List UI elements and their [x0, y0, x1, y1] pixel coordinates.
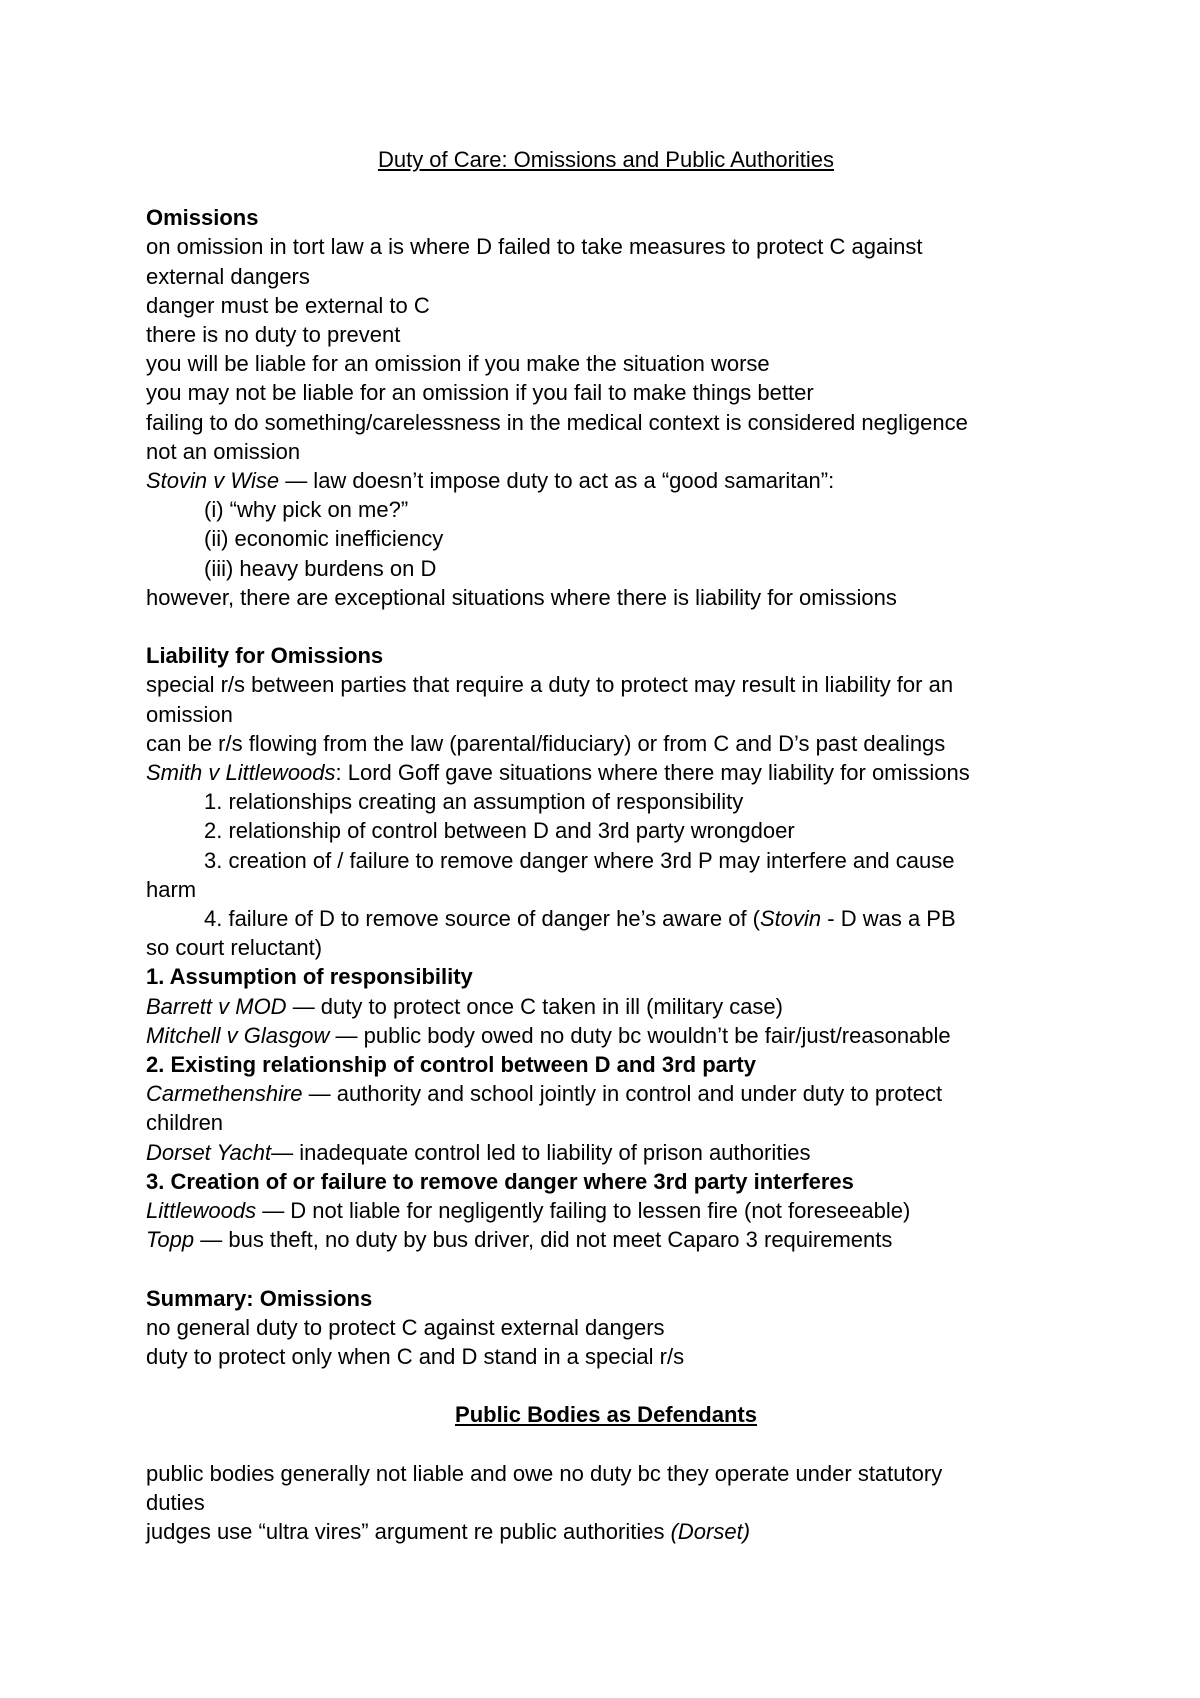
case-line	[146, 1517, 1066, 1546]
text-line: however, there are exceptional situations where there is liability for omissions	[146, 584, 897, 610]
case-line	[146, 1079, 1066, 1108]
item-text: 4. failure of D to remove source of danger he’s aware of (	[204, 906, 760, 932]
section-heading-summary: Summary: Omissions	[146, 1285, 373, 1311]
numbered-item: 2. relationship of control between D and 3rd party wrongdoer	[204, 818, 795, 844]
case-line	[146, 1196, 1066, 1225]
case-text: — D not liable for negligently failing to lessen fire (not foreseeable)	[256, 1198, 911, 1224]
case-text: — public body owed no duty bc wouldn’t be fair/just/reasonable	[329, 1022, 951, 1048]
case-line	[146, 1021, 1066, 1050]
spacer	[146, 612, 1066, 641]
text-line: special r/s between parties that require a duty to protect may result in liability for an	[146, 672, 954, 698]
reason-item: (ii) economic inefficiency	[204, 526, 444, 552]
case-text: — authority and school jointly in control and under duty to protect	[302, 1081, 943, 1107]
section-heading-omissions: Omissions	[146, 205, 259, 231]
text-line: omission	[146, 701, 233, 727]
text-line: you may not be liable for an omission if you fail to make things better	[146, 380, 814, 406]
document-body	[146, 145, 1066, 1546]
item-text: - D was a PB	[821, 906, 956, 932]
case-name: Barrett v MOD	[146, 993, 287, 1019]
subheading: 3. Creation of or failure to remove danger where 3rd party interferes	[146, 1168, 854, 1194]
numbered-item: 1. relationships creating an assumption of responsibility	[204, 789, 744, 815]
section-heading-public-bodies: Public Bodies as Defendants	[455, 1402, 757, 1428]
case-name: Stovin v Wise	[146, 468, 280, 494]
case-text: — duty to protect once C taken in ill (military case)	[286, 993, 783, 1019]
spacer	[146, 1255, 1066, 1284]
spacer	[146, 1371, 1066, 1400]
text-line: on omission in tort law a is where D failed to take measures to protect C against	[146, 234, 923, 260]
case-text: judges use “ultra vires” argument re public authorities	[146, 1519, 671, 1545]
case-text: — inadequate control led to liability of prison authorities	[271, 1139, 811, 1165]
text-line: public bodies generally not liable and owe no duty bc they operate under statutory	[146, 1460, 943, 1486]
text-line: you will be liable for an omission if you make the situation worse	[146, 351, 770, 377]
case-name: Stovin	[760, 906, 822, 932]
subheading: 1. Assumption of responsibility	[146, 964, 473, 990]
reason-item: (iii) heavy burdens on D	[204, 555, 437, 581]
text-line: duties	[146, 1490, 205, 1516]
case-line	[146, 1138, 1066, 1167]
text-line: there is no duty to prevent	[146, 322, 401, 348]
numbered-item: 3. creation of / failure to remove danger where 3rd P may interfere and cause	[204, 847, 955, 873]
text-line: failing to do something/carelessness in the medical context is considered negligence	[146, 409, 968, 435]
text-line: can be r/s flowing from the law (parental/fiduciary) or from C and D’s past dealings	[146, 730, 946, 756]
case-name: Topp	[146, 1227, 195, 1253]
case-name: (Dorset)	[670, 1519, 751, 1545]
text-line: harm	[146, 876, 197, 902]
case-name: Carmethenshire	[146, 1081, 303, 1107]
case-text: — bus theft, no duty by bus driver, did not meet Caparo 3 requirements	[194, 1227, 893, 1253]
case-text: : Lord Goff gave situations where there may liability for omissions	[335, 760, 970, 786]
text-line: duty to protect only when C and D stand in a special r/s	[146, 1344, 685, 1370]
spacer	[146, 1430, 1066, 1459]
case-line	[146, 466, 1066, 495]
subheading: 2. Existing relationship of control between D and 3rd party	[146, 1052, 756, 1078]
numbered-item	[146, 904, 1066, 933]
case-line	[146, 1225, 1066, 1254]
case-line	[146, 758, 1066, 787]
text-line: external dangers	[146, 263, 310, 289]
text-line: children	[146, 1110, 224, 1136]
section-heading-liability: Liability for Omissions	[146, 643, 384, 669]
text-line: no general duty to protect C against external dangers	[146, 1314, 665, 1340]
reason-item: (i) “why pick on me?”	[204, 497, 409, 523]
case-name: Littlewoods	[146, 1198, 257, 1224]
case-name: Mitchell v Glasgow	[146, 1022, 330, 1048]
text-line: not an omission	[146, 438, 301, 464]
case-name: Smith v Littlewoods	[146, 760, 336, 786]
case-line	[146, 992, 1066, 1021]
text-line: so court reluctant)	[146, 935, 323, 961]
text-line: danger must be external to C	[146, 292, 430, 318]
case-name: Dorset Yacht	[146, 1139, 272, 1165]
document-title: Duty of Care: Omissions and Public Authorities	[377, 147, 835, 172]
case-text: — law doesn’t impose duty to act as a “good samaritan”:	[279, 468, 835, 494]
